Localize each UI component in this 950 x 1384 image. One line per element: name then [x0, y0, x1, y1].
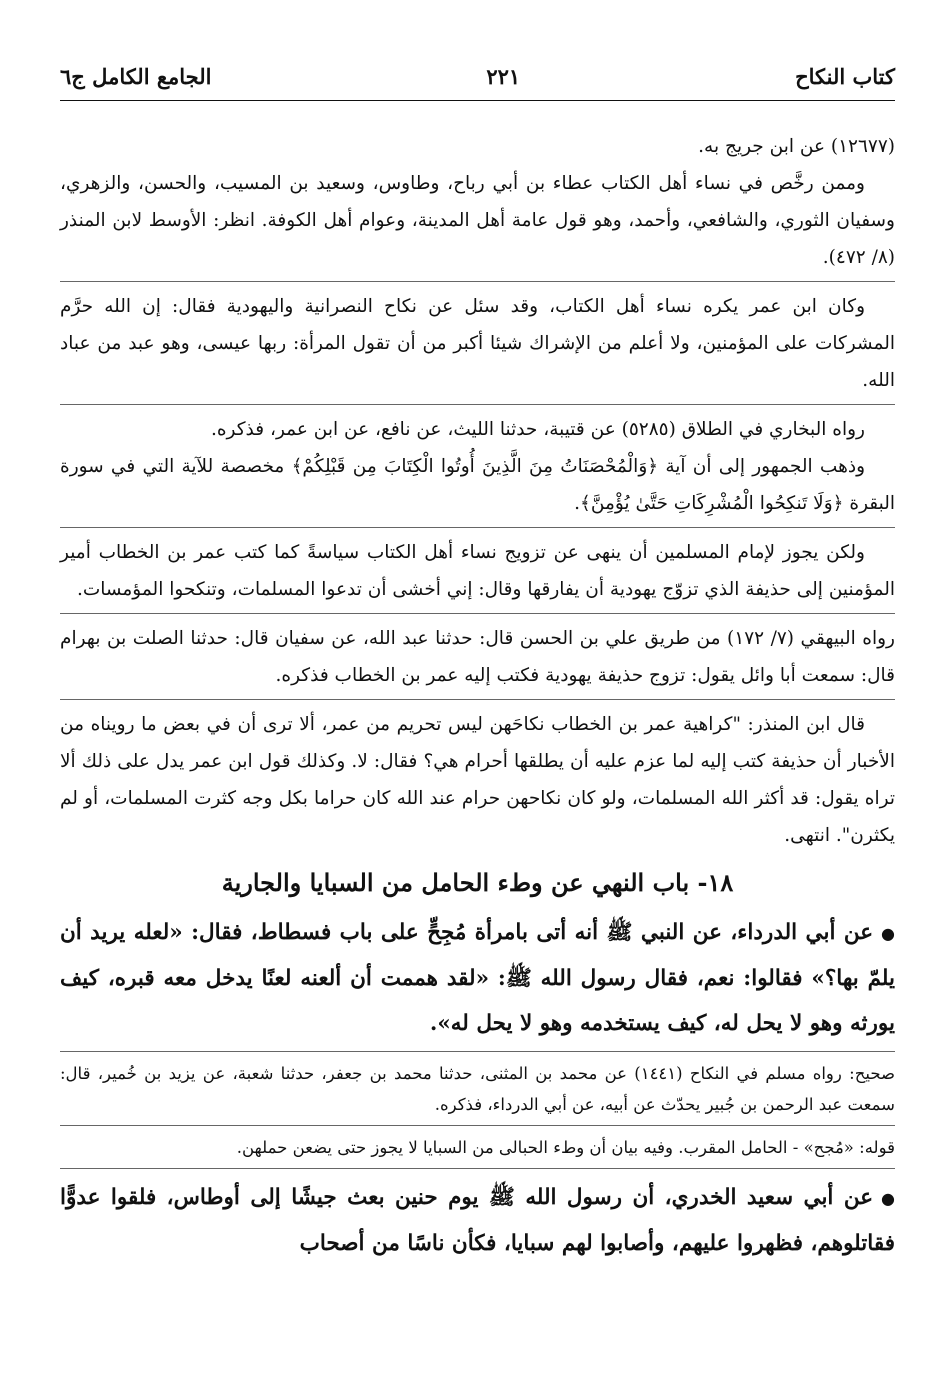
- ibn-umar-paragraph: وكان ابن عمر يكره نساء أهل الكتاب، وقد سئل عن نكاح النصرانية واليهودية فقال: إن الله حرَّم المشركات على المؤمنين، ولا أعلم من الإشراك شيئا أكبر من أن تقول المرأة: ربها عيسى، وهو عبد من عباد الله.: [60, 296, 895, 391]
- book-title: كتاب النكاح: [795, 63, 895, 89]
- jumhur-paragraph: وذهب الجمهور إلى أن آية ﴿وَالْمُحْصَنَاتُ مِنَ الَّذِينَ أُوتُوا الْكِتَابَ مِن قَبْلِكُمْ﴾ مخصصة للآية التي في سورة البقرة ﴿وَلَا تَنكِحُوا الْمُشْرِكَاتِ حَتَّىٰ يُؤْمِنَّ﴾.: [60, 456, 895, 514]
- footnote-continuation: (١٢٦٧٧) عن ابن جريج به.: [698, 136, 895, 157]
- divider: [60, 1168, 895, 1169]
- header-rule: [60, 100, 895, 101]
- page-number: ٢٢١: [486, 63, 521, 89]
- page-content: [60, 128, 895, 1266]
- work-title: الجامع الكامل ج٦: [60, 63, 212, 89]
- hadith-takhrij: صحيح: رواه مسلم في النكاح (١٤٤١) عن محمد بن المثنى، حدثنا محمد بن جعفر، حدثنا شعبة، عن يزيد بن خُمير، قال: سمعت عبد الرحمن بن جُبير يحدّث عن أبيه، عن أبي الدرداء، فذكره.: [60, 1064, 895, 1114]
- hadith-explanation: قوله: «مُجح» - الحامل المقرب. وفيه بيان أن وطء الحبالى من السبايا لا يجوز حتى يضعن حملهن.: [236, 1138, 895, 1157]
- bullet-icon: ●: [881, 924, 895, 943]
- bukhari-reference: رواه البخاري في الطلاق (٥٢٨٥) عن قتيبة، حدثنا الليث، عن نافع، عن ابن عمر، فذكره.: [210, 419, 865, 440]
- bullet-icon: ●: [881, 1189, 895, 1208]
- hadith-text: عن أبي سعيد الخدري، أن رسول الله ﷺ يوم حنين بعث جيشًا إلى أوطاس، فلقوا عدوًّا فقاتلوهم، فظهروا عليهم، وأصابوا لهم سبايا، فكأن ناسًا من أصحاب: [60, 1185, 895, 1256]
- chapter-heading: ١٨- باب النهي عن وطء الحامل من السبايا والجارية: [221, 868, 734, 897]
- divider: [60, 404, 895, 405]
- hadith-abu-said: [60, 1175, 895, 1266]
- scholars-permission-paragraph: وممن رخَّص في نساء أهل الكتاب عطاء بن أبي رباح، وطاوس، وسعيد بن المسيب، والحسن، والزهري، وسفيان الثوري، والشافعي، وأحمد، وهو قول عامة أهل المدينة، وعوام أهل الكوفة. انظر: الأوسط لابن المنذر (٨/ ٤٧٢).: [60, 173, 895, 268]
- hadith-abu-darda: [60, 910, 895, 1046]
- imam-ruling-paragraph: ولكن يجوز لإمام المسلمين أن ينهى عن تزويج نساء أهل الكتاب سياسةً كما كتب عمر بن الخطاب أمير المؤمنين إلى حذيفة الذي تزوّج يهودية أن يفارقها وقال: إني أخشى أن تدعوا المسلمات، وتنكحوا المؤمسات.: [60, 542, 895, 600]
- divider: [60, 613, 895, 614]
- divider: [60, 281, 895, 282]
- hadith-text: عن أبي الدرداء، عن النبي ﷺ أنه أتى بامرأة مُجِحٍّ على باب فسطاط، فقال: «لعله يريد أن يلمّ بها؟» فقالوا: نعم، فقال رسول الله ﷺ: «لقد هممت أن ألعنه لعنًا يدخل معه قبره، كيف يورثه وهو لا يحل له، كيف يستخدمه وهو لا يحل له».: [60, 920, 895, 1036]
- divider: [60, 527, 895, 528]
- divider: [60, 1125, 895, 1126]
- ibn-mundhir-quote: قال ابن المنذر: "كراهية عمر بن الخطاب نكاحَهن ليس تحريم من عمر، ألا ترى أن في بعض ما رويناه من الأخبار أن حذيفة كتب إليه لما عزم عليه أن يطلقها أحرام هي؟ فقال: لا. وكذلك قول ابن عمر يدل على ذلك ألا تراه يقول: قد أكثر الله المسلمات، ولو كان نكاحهن حرام عند الله كان حراما بكل وجه كثرت المسلمات، أو لم يكثرن". انتهى.: [60, 714, 895, 846]
- bayhaqi-reference: رواه البيهقي (٧/ ١٧٢) من طريق علي بن الحسن قال: حدثنا عبد الله، عن سفيان قال: حدثنا الصلت بن بهرام قال: سمعت أبا وائل يقول: تزوج حذيفة يهودية فكتب إليه عمر بن الخطاب فذكره.: [60, 628, 895, 686]
- running-header: [60, 56, 895, 96]
- divider: [60, 699, 895, 700]
- divider: [60, 1051, 895, 1052]
